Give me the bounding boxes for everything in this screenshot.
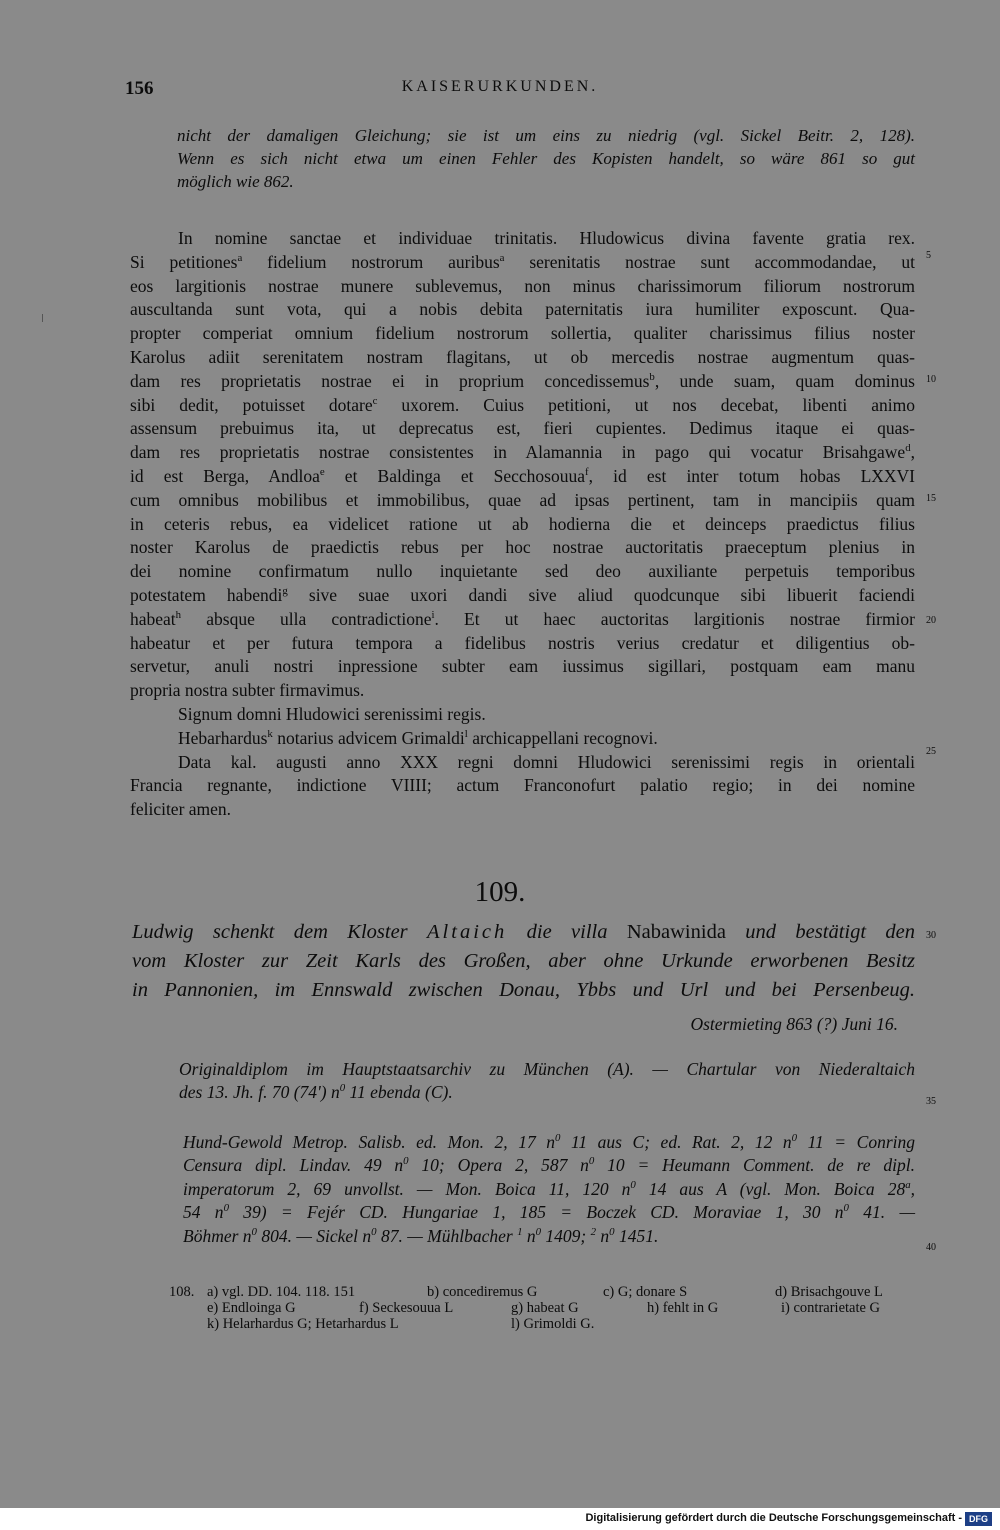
- line-number: 25: [926, 746, 936, 757]
- footnote-h: h) fehlt in G: [647, 1300, 719, 1316]
- text-line: dam res proprietatis nostrae ei in proprium concedissemus$^b$, unde suam, quam dominus: [130, 370, 915, 391]
- footnote-i: i) contrarietate G: [781, 1300, 881, 1316]
- literature-line: Censura dipl. Lindav. 49 $n^0$ 10; Opera 2, 587 $n^0$ 10 = Heumann Comment. de re dipl.: [183, 1155, 915, 1176]
- text-line: auscultanda sunt vota, qui a nobis debita paternitatis iura humiliter exposcunt. Qua-: [130, 299, 915, 320]
- regest: [132, 918, 915, 1005]
- text-line: eos largitionis nostrae munere sublevemus, non minus charissimorum filiorum nostrorum: [130, 275, 915, 296]
- footnote-b: b) concediremus G: [427, 1284, 538, 1300]
- tradition-line: des 13. Jh. f. 70 (74') $n^0$ 11 ebenda (C).: [179, 1082, 453, 1102]
- literature-line: Böhmer $n^0$ 804. — Sickel $n^0$ 87. — Mühlbacher $^1$ $n^0$ 1409; $^2$ $n^0$ 1451.: [183, 1225, 659, 1246]
- dfg-logo: DFG: [965, 1512, 992, 1526]
- tradition-line: Originaldiplom im Hauptstaatsarchiv zu München (A). — Chartular von Niederaltaich: [179, 1059, 915, 1079]
- text-line: sibi dedit, potuisset dotare$^c$ uxorem. Cuius petitioni, ut nos decebat, libenti animo: [130, 394, 915, 415]
- text-line: servetur, anuli nostri inpressione subter eam iussimus sigillari, postquam eam manu: [130, 656, 915, 677]
- text-line: in ceteris rebus, ea videlicet ratione ut ab hodierna die et deinceps praedictus filius: [130, 513, 915, 534]
- text-line: dei nomine confirmatum nullo inquietante sed deo auxiliante perpetuis temporibus: [130, 561, 915, 582]
- text-line: habeatur et per futura tempora a fidelibus nostris verius credatur et diligentius ob-: [130, 632, 915, 653]
- line-number: 30: [926, 930, 936, 941]
- text-line: propria nostra subter firmavimus.: [130, 680, 365, 701]
- literature-line: imperatorum 2, 69 unvollst. — Mon. Boica 11, 120 $n^0$ 14 aus A (vgl. Mon. Boica 28$^a$,: [183, 1178, 915, 1199]
- tradition: [179, 1058, 915, 1104]
- text-line: dam res proprietatis nostrae consistentes in Alamannia in pago qui vocatur Brisahgawe$^d$,: [130, 442, 915, 463]
- footnote-row: [169, 1284, 915, 1300]
- document-number: 109.: [474, 876, 526, 908]
- funding-notice: Digitalisierung gefördert durch die Deutsche Forschungsgemeinschaft -: [585, 1512, 962, 1524]
- footnote-f: f) Seckesouua L: [359, 1300, 454, 1316]
- margin-mark: [42, 314, 43, 322]
- footnote-row: [169, 1316, 915, 1332]
- text-line: noster Karolus de praedictis rebus per hoc nostrae auctoritatis praeceptum plenius in: [130, 537, 915, 558]
- signum-line: Signum domni Hludowici serenissimi regis.: [178, 703, 486, 724]
- footnote-a: a) vgl. DD. 104. 118. 151: [207, 1284, 356, 1300]
- document-text: [130, 227, 915, 822]
- line-number: 15: [926, 493, 936, 504]
- text-line: propter comperiat omnium fidelium nostrorum sollertia, qualiter charissimus filius noster: [130, 323, 915, 344]
- introductory-note: [177, 125, 915, 193]
- text-line: cum omnibus mobilibus et immobilibus, quae ad ipsas pertinent, tam in mancipiis quam: [130, 489, 915, 510]
- running-head: KAISERURKUNDEN.: [401, 78, 599, 95]
- literature-line: Hund-Gewold Metrop. Salisb. ed. Mon. 2, 17 $n^0$ 11 aus C; ed. Rat. 2, 12 $n^0$ 11 = Conring: [183, 1132, 915, 1152]
- note-line: Wenn es sich nicht etwa um einen Fehler des Kopisten handelt, so wäre 861 so gut: [177, 148, 915, 168]
- literature: [183, 1131, 915, 1248]
- regest-line: in Pannonien, im Ennswald zwischen Donau, Ybbs und Url und bei Persenbeug.: [132, 979, 915, 1001]
- recognition-line: Hebarhardus$^k$ notarius advicem Grimaldi$^l$ archicappellani recognovi.: [178, 727, 658, 748]
- literature-line: 54 $n^0$ 39) = Fejér CD. Hungariae 1, 185 = Boczek CD. Moraviae 1, 30 $n^0$ 41. —: [183, 1202, 916, 1223]
- regest-line: vom Kloster zur Zeit Karls des Großen, aber ohne Urkunde erworbenen Besitz: [132, 950, 915, 972]
- text-line: potestatem habendi$^g$ sive suae uxori dandi sive aliud quodcunque sibi libuerit faciendi: [130, 584, 915, 605]
- dating-line: Francia regnante, indictione VIIII; actum Franconofurt palatio regio; in dei nomine: [130, 775, 915, 796]
- footnote-e: e) Endloinga G: [207, 1300, 296, 1316]
- page-number: 156: [125, 78, 154, 99]
- dating-line: feliciter amen.: [130, 799, 232, 820]
- dating-line: Data kal. augusti anno XXX regni domni Hludowici serenissimi regis in orientali: [178, 751, 915, 772]
- footnote-row: [169, 1300, 915, 1316]
- footnote-c: c) G; donare S: [603, 1284, 688, 1300]
- line-number: 10: [926, 374, 936, 385]
- regest-line: Ludwig schenkt dem Kloster Altaich die villa Nabawinida und bestätigt den: [132, 921, 916, 943]
- text-line: Si petitiones$^a$ fidelium nostrorum auribus$^a$ serenitatis nostrae sunt accommodandae, ut: [130, 251, 915, 272]
- line-number: 5: [926, 250, 931, 261]
- footnote-l: l) Grimoldi G.: [511, 1316, 595, 1332]
- footnote-g: g) habeat G: [511, 1300, 579, 1316]
- line-number: 20: [926, 615, 936, 626]
- note-line: nicht der damaligen Gleichung; sie ist um eins zu niedrig (vgl. Sickel Beitr. 2, 128).: [177, 126, 915, 145]
- text-line: In nomine sanctae et individuae trinitatis. Hludowicus divina favente gratia rex.: [178, 228, 915, 248]
- date-and-place: Ostermieting 863 (?) Juni 16.: [690, 1014, 898, 1034]
- text-line: id est Berga, Andloa$^e$ et Baldinga et Secchosouua$^f$, id est inter totum hobas LXXVI: [130, 465, 915, 486]
- text-line: habeat$^h$ absque ulla contradictione$^i$. Et ut haec auctoritas largitionis nostrae firmior: [130, 608, 915, 629]
- footnote-k: k) Helarhardus G; Hetarhardus L: [207, 1316, 399, 1332]
- footnote-d: d) Brisachgouve L: [775, 1284, 883, 1300]
- line-number: 40: [926, 1242, 936, 1253]
- text-line: assensum prebuimus ita, ut deprecatus est, fieri cupientes. Dedimus itaque ei quas-: [130, 418, 915, 439]
- note-line: möglich wie 862.: [177, 171, 294, 191]
- footnote-reference: 108.: [169, 1284, 195, 1300]
- footnotes: [169, 1284, 915, 1332]
- text-line: Karolus adiit serenitatem nostram flagitans, ut ob mercedis nostrae augmentum quas-: [130, 346, 915, 367]
- funding-footer: [0, 1508, 1000, 1530]
- line-number: 35: [926, 1096, 936, 1107]
